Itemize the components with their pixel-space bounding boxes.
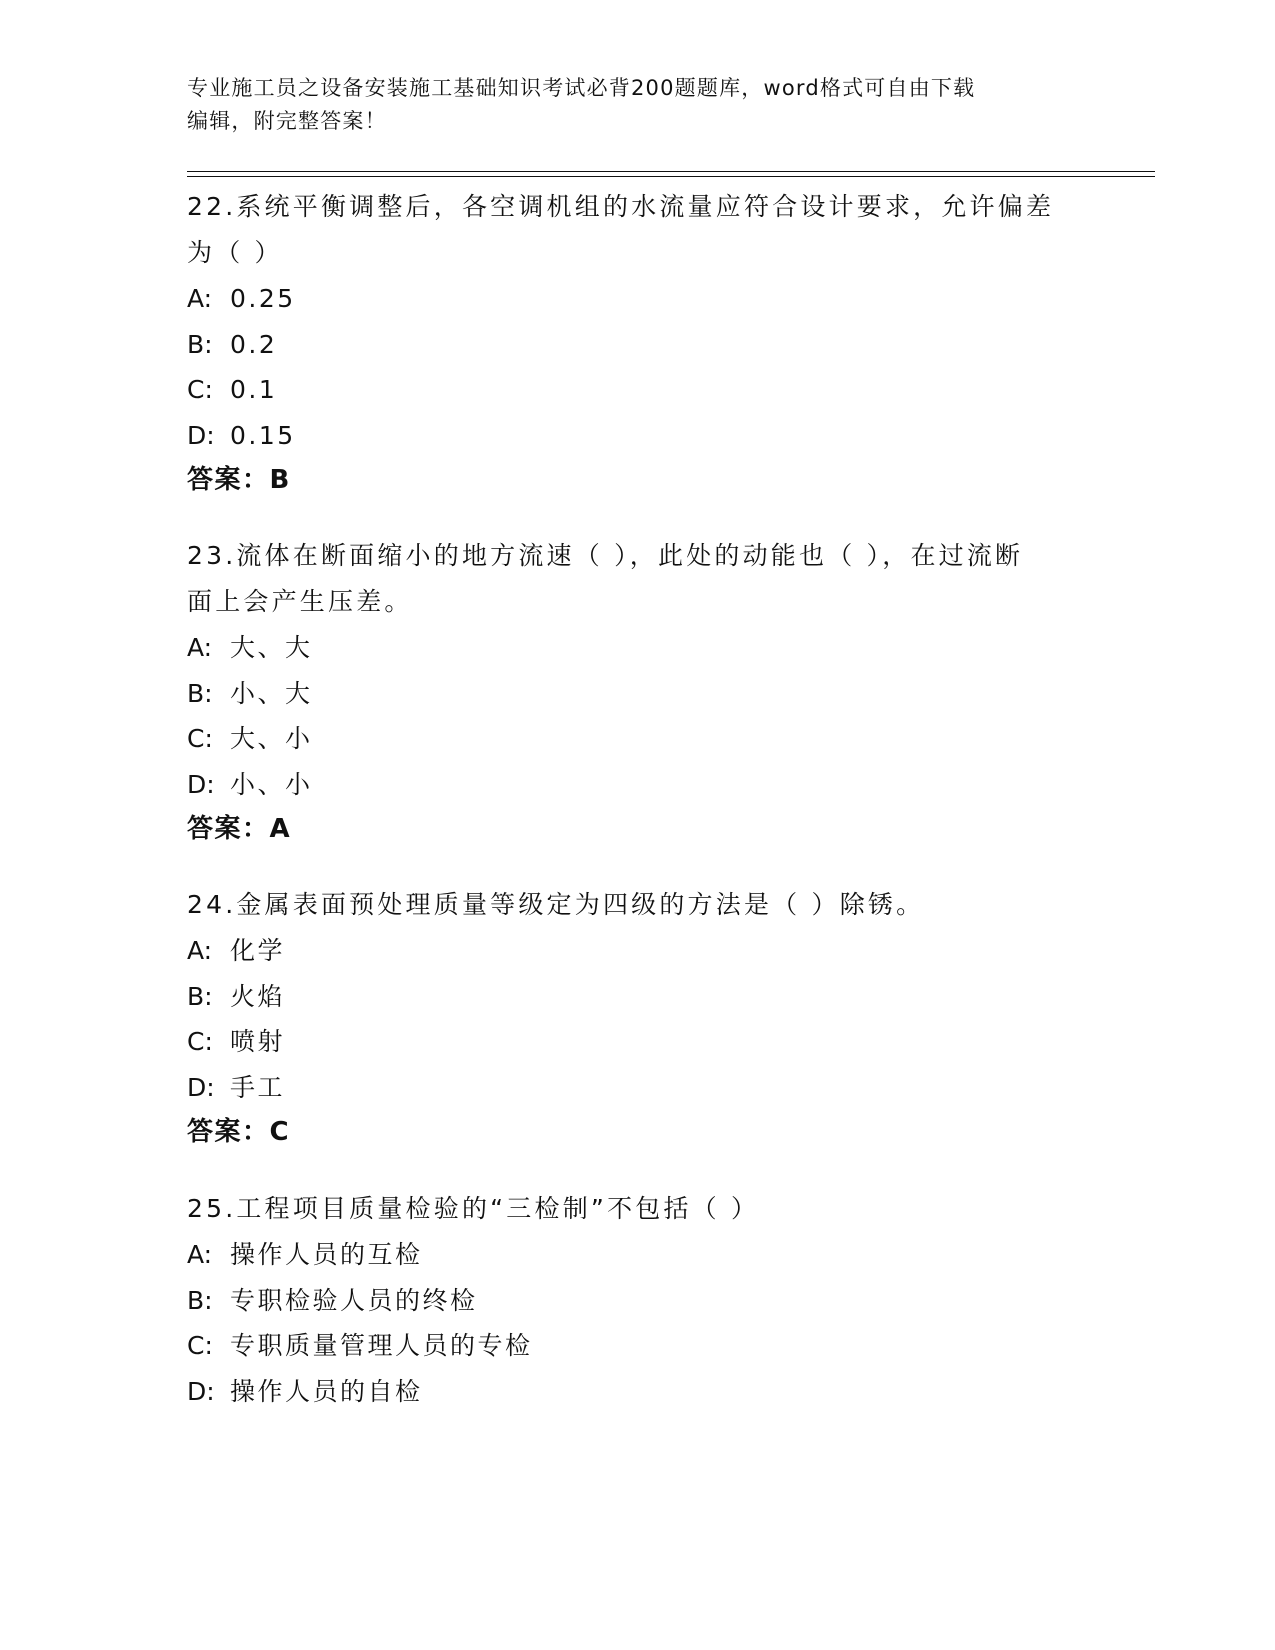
option-a xyxy=(187,625,1087,671)
answer: 答案：B xyxy=(187,465,291,495)
question-24 xyxy=(187,882,1087,1154)
option-c xyxy=(187,1019,1087,1065)
question-text-line-1: 24.金属表面预处理质量等级定为四级的方法是（ ）除锈。 xyxy=(187,890,925,919)
header-line-1: 专业施工员之设备安装施工基础知识考试必背200题题库，word格式可自由下载 xyxy=(187,76,976,100)
option-c xyxy=(187,1323,1087,1369)
option-text: 手工 xyxy=(230,1072,286,1102)
option-c xyxy=(187,367,1087,413)
option-label: C: xyxy=(187,1027,213,1056)
option-label: D: xyxy=(187,420,215,450)
option-label: B: xyxy=(187,329,213,359)
option-d xyxy=(187,413,1087,459)
answer: 答案：C xyxy=(187,1117,291,1147)
option-text: 专职检验人员的终检 xyxy=(230,1285,478,1315)
question-text-line-2: 面上会产生压差。 xyxy=(187,587,413,616)
option-text: 小、大 xyxy=(230,678,313,708)
option-label: D: xyxy=(187,1376,215,1406)
header-line-2: 编辑，附完整答案！ xyxy=(187,109,387,133)
option-d xyxy=(187,1065,1087,1111)
option-label: A: xyxy=(187,1240,213,1269)
option-text: 喷射 xyxy=(230,1027,286,1056)
option-text: 0.2 xyxy=(230,329,278,359)
option-d xyxy=(187,1369,1087,1415)
option-label: C: xyxy=(187,375,213,404)
question-22 xyxy=(187,184,1087,502)
option-label: A: xyxy=(187,633,213,662)
option-label: B: xyxy=(187,1285,213,1315)
header-divider-bottom xyxy=(187,176,1155,177)
option-text: 火焰 xyxy=(230,981,286,1011)
option-label: C: xyxy=(187,724,213,753)
option-label: B: xyxy=(187,678,213,708)
option-text: 0.15 xyxy=(230,420,296,450)
document-header xyxy=(187,72,1067,138)
option-a xyxy=(187,928,1087,974)
option-label: D: xyxy=(187,769,215,799)
option-text: 专职质量管理人员的专检 xyxy=(230,1331,533,1360)
question-text-line-2: 为（ ） xyxy=(187,238,283,267)
option-text: 0.25 xyxy=(230,284,296,313)
option-text: 大、小 xyxy=(230,724,313,753)
option-label: D: xyxy=(187,1072,215,1102)
option-a xyxy=(187,1232,1087,1278)
option-label: B: xyxy=(187,981,213,1011)
option-text: 小、小 xyxy=(230,769,313,799)
option-a xyxy=(187,276,1087,322)
option-text: 大、大 xyxy=(230,633,313,662)
option-c xyxy=(187,716,1087,762)
question-text-line-1: 25.工程项目质量检验的“三检制”不包括（ ） xyxy=(187,1194,760,1223)
option-b xyxy=(187,671,1087,717)
header-divider-top xyxy=(187,171,1155,172)
option-text: 化学 xyxy=(230,936,286,965)
question-text-line-1: 22.系统平衡调整后，各空调机组的水流量应符合设计要求，允许偏差 xyxy=(187,192,1055,221)
option-text: 操作人员的自检 xyxy=(230,1376,423,1406)
option-label: A: xyxy=(187,936,213,965)
answer: 答案：A xyxy=(187,814,292,844)
question-25 xyxy=(187,1186,1087,1414)
question-23 xyxy=(187,533,1087,851)
option-text: 操作人员的互检 xyxy=(230,1240,423,1269)
question-text-line-1: 23.流体在断面缩小的地方流速（ ），此处的动能也（ ），在过流断 xyxy=(187,541,1024,570)
option-label: C: xyxy=(187,1331,213,1360)
option-label: A: xyxy=(187,284,213,313)
option-b xyxy=(187,974,1087,1020)
option-text: 0.1 xyxy=(230,375,278,404)
option-d xyxy=(187,762,1087,808)
option-b xyxy=(187,1278,1087,1324)
option-b xyxy=(187,322,1087,368)
